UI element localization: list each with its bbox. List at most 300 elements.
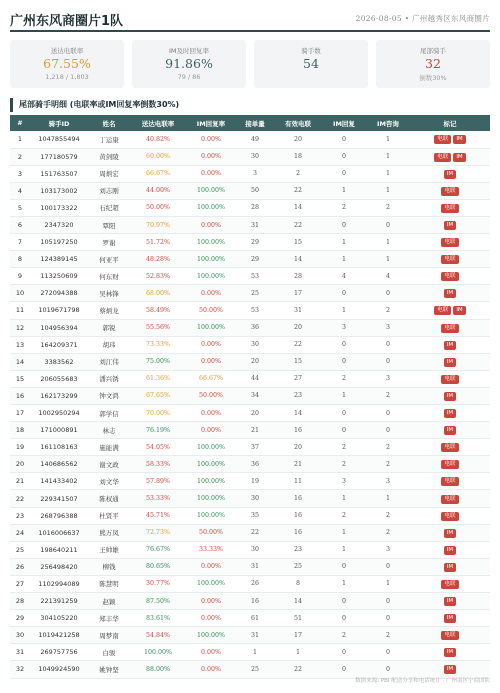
cell-name: 吴林锋 [88, 285, 130, 302]
cell-index: 21 [10, 473, 30, 490]
cell-im-rate: 100.00% [186, 268, 236, 285]
cell-rider-id: 198640211 [30, 541, 88, 558]
cell-index: 10 [10, 285, 30, 302]
cell-tags [410, 353, 490, 370]
table-row[interactable] [10, 507, 490, 524]
cell-im-replies: 2 [322, 627, 366, 644]
cell-orders: 31 [236, 216, 274, 233]
cell-rider-id: 162173299 [30, 387, 88, 404]
cell-im-rate: 0.00% [186, 165, 236, 182]
cell-tags [410, 182, 490, 199]
cell-im-rate: 0.00% [186, 644, 236, 661]
cell-im-queries: 0 [366, 422, 410, 439]
cell-name: 施能满 [88, 439, 130, 456]
cell-im-replies: 2 [322, 439, 366, 456]
cell-tags [410, 524, 490, 541]
table-row[interactable] [10, 131, 490, 148]
cell-orders: 16 [236, 593, 274, 610]
tag-im-badge: IM [444, 648, 456, 657]
cell-im-queries: 2 [366, 524, 410, 541]
cell-im-replies: 0 [322, 216, 366, 233]
cell-orders: 30 [236, 541, 274, 558]
cell-rider-id: 221391259 [30, 593, 88, 610]
tag-call-badge: 电联 [441, 460, 458, 469]
kpi-sub: 79 / 86 [177, 73, 201, 81]
table-row[interactable] [10, 199, 490, 216]
col-call-rate[interactable]: 送达电联率 [130, 115, 186, 131]
cell-orders: 31 [236, 558, 274, 575]
cell-rider-id: 1049924590 [30, 661, 88, 678]
cell-tags [410, 148, 490, 165]
cell-index: 30 [10, 627, 30, 644]
cell-name: 何东财 [88, 268, 130, 285]
cell-call-rate: 73.33% [130, 336, 186, 353]
cell-im-queries: 1 [366, 575, 410, 592]
cell-call-rate: 70.97% [130, 216, 186, 233]
table-row[interactable] [10, 610, 490, 627]
tag-call-badge: 电联 [434, 135, 451, 144]
cell-tags [410, 336, 490, 353]
cell-orders: 19 [236, 473, 274, 490]
cell-im-replies: 0 [322, 593, 366, 610]
cell-call-rate: 45.71% [130, 507, 186, 524]
cell-effective-calls: 14 [274, 593, 322, 610]
cell-im-queries: 2 [366, 439, 410, 456]
cell-tags [410, 165, 490, 182]
cell-tags [410, 507, 490, 524]
cell-orders: 37 [236, 439, 274, 456]
cell-im-queries: 4 [366, 268, 410, 285]
tag-call-badge: 电联 [441, 255, 458, 264]
tag-call-badge: 电联 [441, 272, 458, 281]
cell-im-queries: 3 [366, 541, 410, 558]
cell-tags [410, 251, 490, 268]
cell-call-rate: 100.00% [130, 644, 186, 661]
col-im-rate[interactable]: IM回复率 [186, 115, 236, 131]
cell-call-rate: 52.83% [130, 268, 186, 285]
cell-tags [410, 541, 490, 558]
kpi-value: 67.55% [43, 56, 91, 71]
cell-effective-calls: 25 [274, 558, 322, 575]
cell-call-rate: 66.67% [130, 165, 186, 182]
cell-effective-calls: 14 [274, 405, 322, 422]
cell-im-queries: 1 [366, 148, 410, 165]
cell-name: 郭学信 [88, 405, 130, 422]
table-row[interactable] [10, 473, 490, 490]
cell-im-queries: 1 [366, 165, 410, 182]
cell-im-rate: 100.00% [186, 439, 236, 456]
cell-rider-id: 268796388 [30, 507, 88, 524]
cell-im-queries: 3 [366, 319, 410, 336]
cell-rider-id: 105197250 [30, 234, 88, 251]
cell-im-replies: 1 [322, 302, 366, 319]
cell-im-rate: 100.00% [186, 575, 236, 592]
cell-im-rate: 0.00% [186, 661, 236, 678]
cell-orders: 53 [236, 268, 274, 285]
table-row[interactable] [10, 268, 490, 285]
cell-im-rate: 50.00% [186, 387, 236, 404]
table-row[interactable] [10, 644, 490, 661]
cell-call-rate: 51.72% [130, 234, 186, 251]
cell-effective-calls: 18 [274, 148, 322, 165]
table-row[interactable] [10, 285, 490, 302]
cell-call-rate: 40.82% [130, 131, 186, 148]
table-row[interactable] [10, 405, 490, 422]
cell-effective-calls: 14 [274, 251, 322, 268]
kpi-card-im-rate [132, 40, 246, 88]
section-title: 尾部骑手明细 (电联率或IM回复率倒数30%) [10, 98, 179, 112]
cell-name: 姚钟坚 [88, 661, 130, 678]
cell-im-rate: 33.33% [186, 541, 236, 558]
cell-effective-calls: 20 [274, 319, 322, 336]
cell-index: 29 [10, 610, 30, 627]
cell-orders: 29 [236, 251, 274, 268]
cell-call-rate: 58.33% [130, 456, 186, 473]
cell-rider-id: 100173322 [30, 199, 88, 216]
tag-im-badge: IM [444, 358, 456, 367]
cell-im-queries: 0 [366, 644, 410, 661]
cell-im-rate: 100.00% [186, 490, 236, 507]
cell-im-replies: 1 [322, 490, 366, 507]
cell-tags [410, 319, 490, 336]
cell-im-replies: 1 [322, 387, 366, 404]
cell-im-replies: 2 [322, 199, 366, 216]
cell-im-rate: 100.00% [186, 319, 236, 336]
tag-im-badge: IM [444, 563, 456, 572]
tag-call-badge: 电联 [441, 204, 458, 213]
tag-call-badge: 电联 [441, 477, 458, 486]
tag-call-badge: 电联 [441, 187, 458, 196]
cell-orders: 61 [236, 610, 274, 627]
tag-call-badge: 电联 [441, 631, 458, 640]
cell-tags [410, 370, 490, 387]
cell-im-queries: 2 [366, 302, 410, 319]
cell-name: 陈权通 [88, 490, 130, 507]
cell-orders: 30 [236, 490, 274, 507]
cell-orders: 50 [236, 182, 274, 199]
cell-rider-id: 103173002 [30, 182, 88, 199]
cell-im-replies: 3 [322, 473, 366, 490]
cell-orders: 26 [236, 575, 274, 592]
cell-im-queries: 0 [366, 558, 410, 575]
tag-call-badge: 电联 [441, 512, 458, 521]
table-row[interactable] [10, 182, 490, 199]
cell-im-replies: 0 [322, 336, 366, 353]
table-body [10, 131, 490, 678]
col-orders[interactable]: 接单量 [236, 115, 274, 131]
table-row[interactable] [10, 541, 490, 558]
cell-im-replies: 0 [322, 285, 366, 302]
cell-call-rate: 80.65% [130, 558, 186, 575]
cell-im-replies: 1 [322, 234, 366, 251]
table-row[interactable] [10, 216, 490, 233]
cell-im-replies: 4 [322, 268, 366, 285]
cell-call-rate: 61.36% [130, 370, 186, 387]
col-index[interactable]: # [10, 115, 30, 131]
tag-im-badge: IM [444, 614, 456, 623]
cell-im-rate: 100.00% [186, 627, 236, 644]
cell-rider-id: 206055683 [30, 370, 88, 387]
cell-name: 郭锐 [88, 319, 130, 336]
tag-call-badge: 电联 [434, 306, 451, 315]
table-row[interactable] [10, 387, 490, 404]
cell-call-rate: 83.61% [130, 610, 186, 627]
cell-effective-calls: 31 [274, 302, 322, 319]
cell-effective-calls: 27 [274, 370, 322, 387]
col-im-queries[interactable]: IM咨询 [366, 115, 410, 131]
cell-orders: 21 [236, 422, 274, 439]
cell-name: 何亚平 [88, 251, 130, 268]
cell-rider-id: 171000891 [30, 422, 88, 439]
cell-rider-id: 1019421258 [30, 627, 88, 644]
cell-call-rate: 76.67% [130, 541, 186, 558]
cell-effective-calls: 16 [274, 507, 322, 524]
cell-im-queries: 2 [366, 507, 410, 524]
table-row[interactable] [10, 627, 490, 644]
cell-im-replies: 0 [322, 644, 366, 661]
cell-effective-calls: 17 [274, 627, 322, 644]
kpi-sub: 倒数30% [419, 74, 447, 82]
tag-call-badge: 电联 [441, 443, 458, 452]
cell-im-queries: 3 [366, 370, 410, 387]
cell-effective-calls: 11 [274, 473, 322, 490]
cell-name: 罗谢 [88, 234, 130, 251]
cell-effective-calls: 22 [274, 216, 322, 233]
cell-im-replies: 0 [322, 558, 366, 575]
kpi-cards [10, 40, 490, 88]
cell-im-replies: 0 [322, 353, 366, 370]
cell-rider-id: 3383562 [30, 353, 88, 370]
cell-index: 31 [10, 644, 30, 661]
cell-tags [410, 405, 490, 422]
cell-effective-calls: 22 [274, 661, 322, 678]
cell-rider-id: 161108163 [30, 439, 88, 456]
rider-table [10, 115, 490, 679]
cell-im-rate: 100.00% [186, 199, 236, 216]
cell-im-rate: 100.00% [186, 182, 236, 199]
cell-effective-calls: 20 [274, 131, 322, 148]
cell-orders: 28 [236, 199, 274, 216]
tag-call-badge: 电联 [441, 324, 458, 333]
cell-rider-id: 229341507 [30, 490, 88, 507]
cell-call-rate: 57.89% [130, 473, 186, 490]
cell-orders: 34 [236, 387, 274, 404]
cell-tags [410, 387, 490, 404]
cell-im-rate: 0.00% [186, 131, 236, 148]
table-row[interactable] [10, 456, 490, 473]
cell-effective-calls: 2 [274, 165, 322, 182]
cell-index: 24 [10, 524, 30, 541]
cell-im-replies: 2 [322, 370, 366, 387]
cell-im-rate: 100.00% [186, 234, 236, 251]
table-row[interactable] [10, 593, 490, 610]
tag-im-badge: IM [444, 529, 456, 538]
cell-rider-id: 256498420 [30, 558, 88, 575]
cell-name: 刘志刚 [88, 182, 130, 199]
cell-index: 23 [10, 507, 30, 524]
col-name[interactable]: 姓名 [88, 115, 130, 131]
kpi-card-tail-riders [376, 40, 490, 88]
table-row[interactable] [10, 234, 490, 251]
cell-call-rate: 48.28% [130, 251, 186, 268]
cell-im-replies: 0 [322, 405, 366, 422]
cell-call-rate: 87.50% [130, 593, 186, 610]
cell-rider-id: 177180579 [30, 148, 88, 165]
cell-im-replies: 1 [322, 524, 366, 541]
cell-rider-id: 140686562 [30, 456, 88, 473]
table-row[interactable] [10, 575, 490, 592]
cell-name: 丁运康 [88, 131, 130, 148]
cell-im-queries: 2 [366, 199, 410, 216]
cell-call-rate: 58.49% [130, 302, 186, 319]
cell-name: 赵颖 [88, 593, 130, 610]
cell-effective-calls: 22 [274, 182, 322, 199]
col-im-replies[interactable]: IM回复 [322, 115, 366, 131]
tag-im-badge: IM [444, 170, 456, 179]
cell-effective-calls: 21 [274, 456, 322, 473]
table-row[interactable] [10, 165, 490, 182]
cell-rider-id: 104956394 [30, 319, 88, 336]
cell-im-rate: 0.00% [186, 148, 236, 165]
cell-im-rate: 0.00% [186, 353, 236, 370]
table-row[interactable] [10, 490, 490, 507]
col-tags[interactable]: 标记 [410, 115, 490, 131]
cell-rider-id: 124389145 [30, 251, 88, 268]
cell-call-rate: 60.00% [130, 148, 186, 165]
cell-name: 刘文华 [88, 473, 130, 490]
cell-call-rate: 53.33% [130, 490, 186, 507]
tag-im-badge: IM [444, 341, 456, 350]
cell-call-rate: 67.65% [130, 387, 186, 404]
cell-im-queries: 2 [366, 456, 410, 473]
tag-call-badge: 电联 [441, 375, 458, 384]
table-row[interactable] [10, 558, 490, 575]
tag-im-badge: IM [444, 289, 456, 298]
cell-im-rate: 0.00% [186, 216, 236, 233]
cell-index: 9 [10, 268, 30, 285]
cell-im-rate: 0.00% [186, 422, 236, 439]
cell-name: 林志 [88, 422, 130, 439]
cell-call-rate: 50.00% [130, 199, 186, 216]
cell-rider-id: 1019671798 [30, 302, 88, 319]
cell-tags [410, 473, 490, 490]
cell-tags [410, 593, 490, 610]
cell-rider-id: 1016006637 [30, 524, 88, 541]
cell-name: 周梦南 [88, 627, 130, 644]
cell-im-queries: 3 [366, 473, 410, 490]
table-row[interactable] [10, 370, 490, 387]
page-header [10, 8, 490, 32]
cell-effective-calls: 22 [274, 336, 322, 353]
cell-name: 柳钱 [88, 558, 130, 575]
table-row[interactable] [10, 302, 490, 319]
cell-orders: 36 [236, 456, 274, 473]
cell-name: 潘兴锈 [88, 370, 130, 387]
table-row[interactable] [10, 439, 490, 456]
cell-im-queries: 1 [366, 182, 410, 199]
table-row[interactable] [10, 353, 490, 370]
cell-im-replies: 3 [322, 319, 366, 336]
cell-effective-calls: 23 [274, 541, 322, 558]
cell-im-rate: 100.00% [186, 473, 236, 490]
kpi-label: IM及时回复率 [168, 47, 210, 55]
table-row[interactable] [10, 251, 490, 268]
kpi-card-rider-count [254, 40, 368, 88]
cell-tags [410, 131, 490, 148]
cell-im-replies: 0 [322, 422, 366, 439]
page-title: 广州东风商圈片1队 [10, 14, 124, 29]
cell-tags [410, 558, 490, 575]
col-rider-id[interactable]: 骑手ID [30, 115, 88, 131]
cell-index: 26 [10, 558, 30, 575]
cell-im-queries: 0 [366, 285, 410, 302]
tag-im-badge: IM [444, 221, 456, 230]
tag-call-badge: 电联 [441, 580, 458, 589]
cell-index: 14 [10, 353, 30, 370]
cell-name: 熊万凤 [88, 524, 130, 541]
cell-index: 13 [10, 336, 30, 353]
cell-rider-id: 1102994089 [30, 575, 88, 592]
table-row[interactable] [10, 422, 490, 439]
cell-im-replies: 0 [322, 148, 366, 165]
table-row[interactable] [10, 148, 490, 165]
cell-orders: 22 [236, 524, 274, 541]
cell-name: 刘江伟 [88, 353, 130, 370]
tag-im-badge: IM [444, 409, 456, 418]
footer-note: 数据来源: PBI 配送分享和电话统计 · 广州南区宁商团队 [355, 678, 490, 684]
cell-tags [410, 216, 490, 233]
cell-index: 32 [10, 661, 30, 678]
table-row[interactable] [10, 319, 490, 336]
cell-index: 27 [10, 575, 30, 592]
cell-im-queries: 0 [366, 593, 410, 610]
table-row[interactable] [10, 524, 490, 541]
cell-name: 蔡炳龙 [88, 302, 130, 319]
cell-index: 5 [10, 199, 30, 216]
cell-effective-calls: 1 [274, 644, 322, 661]
cell-effective-calls: 16 [274, 524, 322, 541]
cell-effective-calls: 15 [274, 353, 322, 370]
tag-im-badge: IM [444, 392, 456, 401]
cell-index: 3 [10, 165, 30, 182]
cell-tags [410, 302, 490, 319]
cell-orders: 30 [236, 336, 274, 353]
cell-index: 25 [10, 541, 30, 558]
kpi-label: 骑手数 [301, 47, 321, 55]
cell-effective-calls: 8 [274, 575, 322, 592]
cell-index: 12 [10, 319, 30, 336]
kpi-label: 送达电联率 [50, 47, 84, 55]
cell-im-queries: 2 [366, 387, 410, 404]
cell-orders: 25 [236, 285, 274, 302]
kpi-sub: 1,218 / 1,803 [45, 73, 89, 81]
cell-name: 郑丰华 [88, 610, 130, 627]
tag-call-badge: 电联 [434, 153, 451, 162]
col-effective-calls[interactable]: 有效电联 [274, 115, 322, 131]
cell-orders: 29 [236, 234, 274, 251]
cell-name: 覃阳 [88, 216, 130, 233]
cell-tags [410, 234, 490, 251]
cell-orders: 36 [236, 319, 274, 336]
cell-name: 王帅雄 [88, 541, 130, 558]
cell-im-rate: 100.00% [186, 251, 236, 268]
cell-im-queries: 2 [366, 627, 410, 644]
table-row[interactable] [10, 336, 490, 353]
cell-im-replies: 2 [322, 456, 366, 473]
cell-name: 石纪超 [88, 199, 130, 216]
cell-index: 6 [10, 216, 30, 233]
cell-name: 周炳宏 [88, 165, 130, 182]
